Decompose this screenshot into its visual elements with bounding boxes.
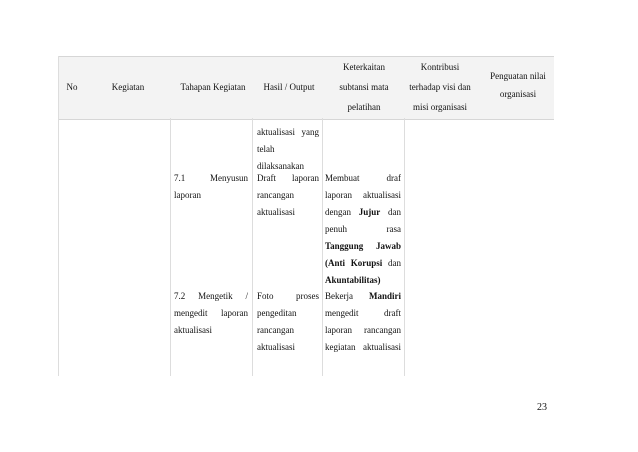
cell-word: dengan: [325, 207, 351, 217]
cell-line: [325, 187, 401, 204]
cell-word: Bekerja: [325, 291, 353, 301]
cell-word: (Anti: [325, 258, 345, 268]
cell-word: aktualisasi: [174, 325, 212, 335]
cell-hasil: [257, 170, 319, 221]
cell-word: mengedit: [325, 308, 359, 318]
header-keterkaitan-line: Keterkaitan: [343, 62, 385, 72]
cell-word: laporan: [325, 325, 352, 335]
cell-word: laporan: [325, 190, 352, 200]
cell-word: pengeditan: [257, 308, 297, 318]
cell-word: kegiatan: [325, 342, 356, 352]
column-divider: [322, 118, 323, 376]
cell-word: 7.1: [174, 173, 186, 183]
cell-line: [257, 141, 319, 158]
cell-word: draft: [384, 308, 401, 318]
cell-keterkaitan: [325, 170, 401, 289]
cell-line: [325, 305, 401, 322]
page-number: 23: [537, 402, 547, 413]
cell-word: Jujur: [358, 207, 381, 217]
cell-line: [174, 187, 248, 204]
column-divider: [58, 56, 59, 376]
cell-line: [257, 322, 319, 339]
cell-word: Akuntabilitas): [325, 275, 381, 285]
cell-line: [257, 305, 319, 322]
cell-line: [257, 339, 319, 356]
header-penguatan-line: Penguatan nilai: [490, 71, 546, 81]
cell-line: [257, 187, 319, 204]
cell-word: laporan: [292, 173, 319, 183]
header-tahapan-kegiatan: Tahapan Kegiatan: [180, 82, 246, 92]
cell-word: penuh: [325, 224, 347, 234]
cell-word: laporan: [174, 190, 201, 200]
cell-line: [325, 272, 401, 289]
cell-line: [325, 339, 401, 356]
header-kontribusi-line: terhadap visi dan: [409, 82, 471, 92]
cell-word: dan: [387, 258, 401, 268]
header-keterkaitan-line: pelatihan: [347, 102, 381, 112]
cell-word: laporan: [221, 308, 248, 318]
cell-line: [174, 322, 248, 339]
header-kontribusi-line: Kontribusi: [420, 62, 460, 72]
cell-word: yang: [301, 127, 319, 137]
cell-hasil: [257, 288, 319, 356]
cell-hasil: [257, 124, 319, 175]
cell-word: 7.2: [174, 291, 186, 301]
cell-word: Tanggung: [325, 241, 364, 251]
cell-word: proses: [296, 291, 319, 301]
cell-word: rasa: [386, 224, 401, 234]
cell-word: Mengetik: [198, 291, 233, 301]
cell-line: [325, 238, 401, 255]
cell-word: Foto: [257, 291, 274, 301]
column-divider: [252, 118, 253, 376]
cell-word: Jawab: [375, 241, 401, 251]
cell-tahapan: [174, 288, 248, 339]
cell-word: Korupsi: [350, 258, 383, 268]
cell-line: [257, 204, 319, 221]
header-no: No: [66, 82, 78, 92]
cell-line: [174, 288, 248, 305]
cell-word: dan: [387, 207, 401, 217]
cell-line: [325, 170, 401, 187]
cell-line: [325, 204, 401, 221]
cell-keterkaitan: [325, 288, 401, 356]
cell-line: [325, 221, 401, 238]
cell-word: draf: [386, 173, 401, 183]
cell-word: aktualisasi: [363, 342, 401, 352]
header-hasil-output: Hasil / Output: [263, 82, 315, 92]
cell-word: rancangan: [257, 325, 294, 335]
cell-line: [257, 170, 319, 187]
cell-word: mengedit: [174, 308, 208, 318]
cell-word: rancangan: [364, 325, 401, 335]
cell-line: [257, 288, 319, 305]
cell-word: Mandiri: [368, 291, 401, 301]
cell-word: aktualisasi: [257, 342, 295, 352]
cell-word: aktualisasi: [257, 207, 295, 217]
header-kontribusi-line: misi organisasi: [412, 102, 468, 112]
cell-line: [325, 255, 401, 272]
header-kegiatan: Kegiatan: [111, 82, 145, 92]
cell-word: aktualisasi: [363, 190, 401, 200]
cell-line: [174, 170, 248, 187]
cell-line: [174, 305, 248, 322]
cell-line: [257, 124, 319, 141]
cell-word: Draft: [257, 173, 276, 183]
cell-word: telah: [257, 144, 275, 154]
cell-word: Menyusun: [210, 173, 248, 183]
header-penguatan-line: organisasi: [499, 89, 537, 99]
cell-line: [325, 322, 401, 339]
cell-line: [325, 288, 401, 305]
cell-word: dilaksanakan: [257, 161, 304, 171]
cell-tahapan: [174, 170, 248, 204]
cell-word: Membuat: [325, 173, 360, 183]
cell-word: rancangan: [257, 190, 294, 200]
header-keterkaitan-line: subtansi mata: [339, 82, 389, 92]
cell-word: /: [245, 291, 248, 301]
column-divider: [404, 118, 405, 376]
cell-word: aktualisasi: [257, 127, 295, 137]
column-divider: [170, 118, 171, 376]
